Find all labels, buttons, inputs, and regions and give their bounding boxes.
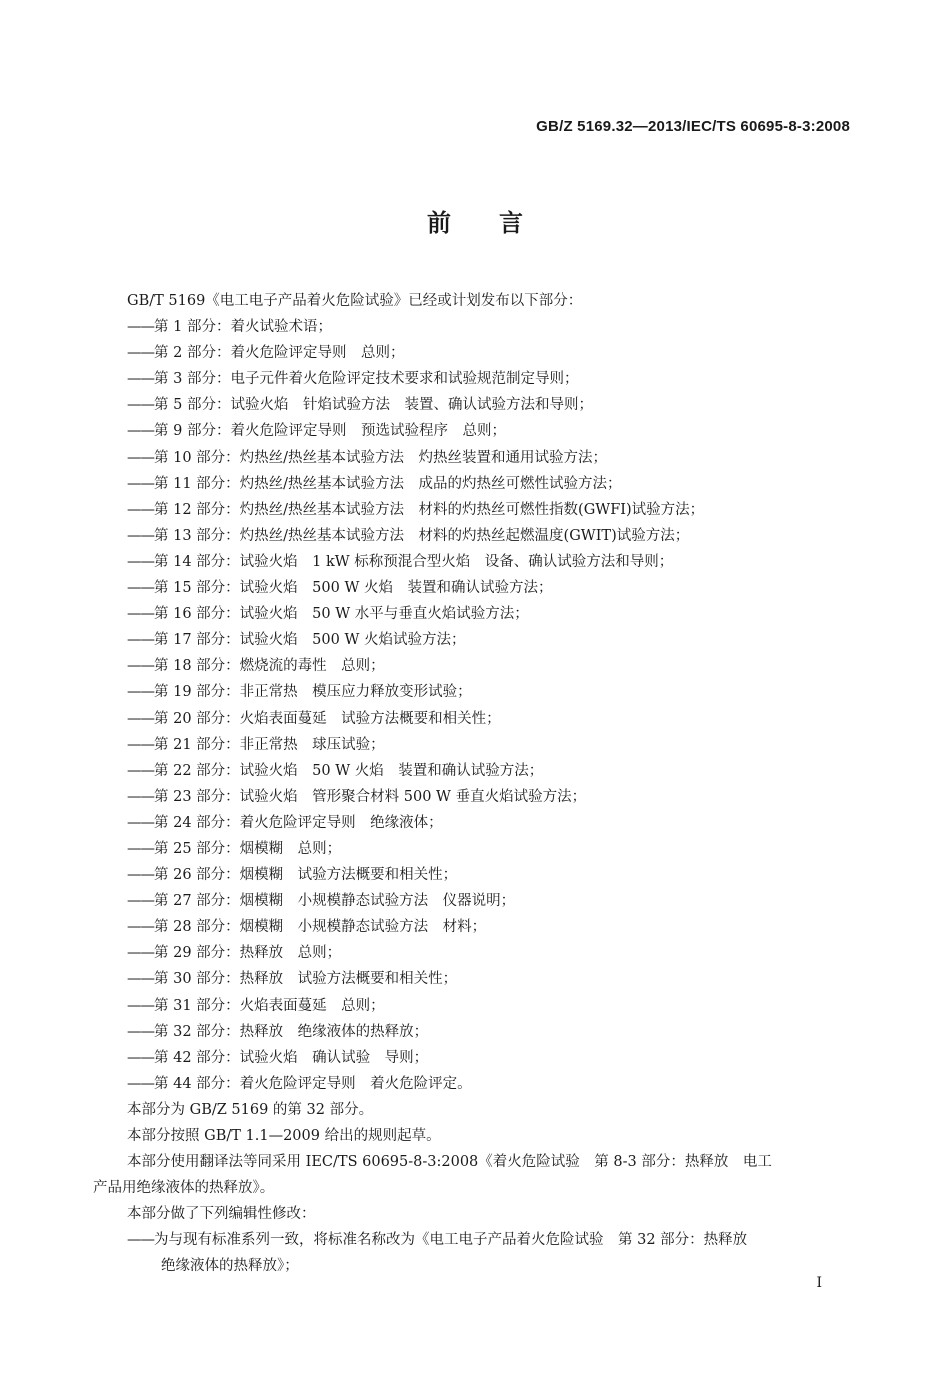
list-dash: —— [127, 1023, 154, 1040]
list-item-text: 第 42 部分：试验火焰 确认试验 导则； [154, 1049, 429, 1066]
list-dash: —— [127, 997, 154, 1014]
list-dash: —— [127, 606, 154, 623]
list-item [93, 471, 858, 497]
list-item-text: 第 27 部分：烟模糊 小规模静态试验方法 仪器说明； [154, 893, 516, 910]
list-item-text: 第 25 部分：烟模糊 总则； [154, 840, 342, 857]
list-dash: —— [127, 867, 154, 884]
list-item-text: 第 18 部分：燃烧流的毒性 总则； [154, 658, 385, 675]
edit-item-text: 为与现有标准系列一致，将标准名称改为《电工电子产品着火危险试验 第 32 部分：热释放 [154, 1232, 748, 1249]
list-item-text: 第 2 部分：着火危险评定导则 总则； [154, 345, 405, 362]
list-item-text: 第 17 部分：试验火焰 500 W 火焰试验方法； [154, 632, 466, 649]
list-dash: —— [127, 501, 154, 518]
edit-item [93, 1227, 858, 1279]
paragraph-adoption-line1: 本部分使用翻译法等同采用 IEC/TS 60695-8-3:2008《着火危险试验 第 8-3 部分：热释放 电工 [127, 1154, 772, 1171]
list-item-text: 第 9 部分：着火危险评定导则 预选试验程序 总则； [154, 423, 506, 440]
list-dash: —— [127, 762, 154, 779]
edit-item-line1 [93, 1227, 858, 1253]
list-item-text: 第 19 部分：非正常热 模压应力释放变形试验； [154, 684, 472, 701]
list-item [93, 523, 858, 549]
list-item-text: 第 10 部分：灼热丝/热丝基本试验方法 灼热丝装置和通用试验方法； [154, 449, 608, 466]
list-item [93, 340, 858, 366]
list-item-text: 第 23 部分：试验火焰 管形聚合材料 500 W 垂直火焰试验方法； [154, 788, 587, 805]
paragraph-edits-intro: 本部分做了下列编辑性修改： [127, 1206, 316, 1223]
list-dash: —— [127, 580, 154, 597]
list-dash: —— [127, 945, 154, 962]
list-dash: —— [127, 553, 154, 570]
edit-item-line2: 绝缘液体的热释放》； [161, 1258, 299, 1275]
list-item-text: 第 15 部分：试验火焰 500 W 火焰 装置和确认试验方法； [154, 580, 553, 597]
list-item [93, 445, 858, 471]
list-item-text: 第 32 部分：热释放 绝缘液体的热释放； [154, 1023, 429, 1040]
list-dash: —— [127, 527, 154, 544]
list-dash: —— [127, 423, 154, 440]
list-item [93, 862, 858, 888]
document-body [93, 288, 858, 1280]
list-item-text: 第 29 部分：热释放 总则； [154, 945, 342, 962]
list-dash: —— [127, 658, 154, 675]
list-item-text: 第 13 部分：灼热丝/热丝基本试验方法 材料的灼热丝起燃温度(GWIT)试验方法； [154, 527, 690, 544]
list-item [93, 653, 858, 679]
list-item [93, 418, 858, 444]
list-item-text: 第 22 部分：试验火焰 50 W 火焰 装置和确认试验方法； [154, 762, 544, 779]
list-item [93, 993, 858, 1019]
list-dash: —— [127, 371, 154, 388]
paragraph-drafting-rules: 本部分按照 GB/T 1.1—2009 给出的规则起草。 [127, 1128, 441, 1144]
list-item [93, 1071, 858, 1097]
list-item [93, 549, 858, 575]
list-item [93, 497, 858, 523]
page-number: I [816, 1275, 822, 1291]
intro-paragraph: GB/T 5169《电工电子产品着火危险试验》已经或计划发布以下部分： [127, 293, 583, 309]
list-item [93, 1045, 858, 1071]
list-item-text: 第 16 部分：试验火焰 50 W 水平与垂直火焰试验方法； [154, 606, 529, 623]
list-item [93, 314, 858, 340]
list-dash: —— [127, 397, 154, 414]
list-dash: —— [127, 319, 154, 336]
list-item-text: 第 24 部分：着火危险评定导则 绝缘液体； [154, 814, 443, 831]
list-item [93, 366, 858, 392]
list-item-text: 第 1 部分：着火试验术语； [154, 319, 332, 336]
page-title: 前言 [427, 208, 571, 237]
list-item-text: 第 12 部分：灼热丝/热丝基本试验方法 材料的灼热丝可燃性指数(GWFI)试验方法； [154, 501, 705, 518]
list-dash: —— [127, 449, 154, 466]
list-dash: —— [127, 736, 154, 753]
list-item-text: 第 28 部分：烟模糊 小规模静态试验方法 材料； [154, 919, 487, 936]
list-item [93, 392, 858, 418]
list-dash: —— [127, 788, 154, 805]
list-dash: —— [127, 1232, 154, 1249]
list-dash: —— [127, 971, 154, 988]
paragraph-adoption [93, 1149, 858, 1201]
parts-list [93, 314, 858, 1097]
list-dash: —— [127, 919, 154, 936]
list-item [93, 758, 858, 784]
list-item-text: 第 14 部分：试验火焰 1 kW 标称预混合型火焰 设备、确认试验方法和导则； [154, 553, 674, 570]
list-dash: —— [127, 1075, 154, 1092]
list-dash: —— [127, 840, 154, 857]
list-item-text: 第 30 部分：热释放 试验方法概要和相关性； [154, 971, 458, 988]
list-item [93, 679, 858, 705]
list-item [93, 810, 858, 836]
list-dash: —— [127, 632, 154, 649]
list-item-text: 第 20 部分：火焰表面蔓延 试验方法概要和相关性； [154, 710, 501, 727]
list-item [93, 940, 858, 966]
paragraph-part-number: 本部分为 GB/Z 5169 的第 32 部分。 [127, 1101, 374, 1118]
list-dash: —— [127, 1049, 154, 1066]
list-item-text: 第 44 部分：着火危险评定导则 着火危险评定。 [154, 1075, 472, 1092]
list-item-text: 第 26 部分：烟模糊 试验方法概要和相关性； [154, 867, 458, 884]
standard-code-header: GB/Z 5169.32—2013/IEC/TS 60695-8-3:2008 [536, 118, 850, 135]
list-item-text: 第 5 部分：试验火焰 针焰试验方法 装置、确认试验方法和导则； [154, 397, 593, 414]
list-item [93, 575, 858, 601]
list-dash: —— [127, 814, 154, 831]
list-item [93, 784, 858, 810]
list-dash: —— [127, 710, 154, 727]
list-item [93, 627, 858, 653]
list-item-text: 第 11 部分：灼热丝/热丝基本试验方法 成品的灼热丝可燃性试验方法； [154, 475, 622, 492]
list-dash: —— [127, 893, 154, 910]
list-dash: —— [127, 345, 154, 362]
list-item-text: 第 3 部分：电子元件着火危险评定技术要求和试验规范制定导则； [154, 371, 579, 388]
list-item [93, 1019, 858, 1045]
list-dash: —— [127, 475, 154, 492]
list-dash: —— [127, 684, 154, 701]
list-item [93, 732, 858, 758]
list-item [93, 914, 858, 940]
list-item [93, 966, 858, 992]
list-item [93, 601, 858, 627]
paragraph-adoption-line2: 产品用绝缘液体的热释放》。 [93, 1180, 275, 1197]
list-item-text: 第 31 部分：火焰表面蔓延 总则； [154, 997, 385, 1014]
list-item [93, 836, 858, 862]
list-item-text: 第 21 部分：非正常热 球压试验； [154, 736, 385, 753]
list-item [93, 888, 858, 914]
list-item [93, 706, 858, 732]
